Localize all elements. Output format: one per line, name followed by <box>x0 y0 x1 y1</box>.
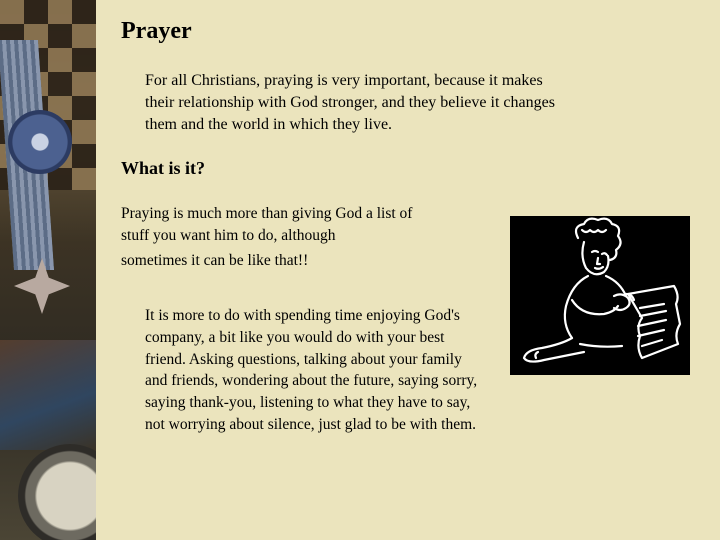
body-paragraph-2: It is more to do with spending time enjoying God's company, a bit like you would do with your best friend. Asking questions, talking about your family and friends, wondering about the future, saying sorry, saying thank-you, listening to what they have to say, not worrying about silence, just glad to be with them. <box>145 307 478 433</box>
page-title: Prayer <box>121 18 192 44</box>
rosette-decoration <box>8 110 72 174</box>
fabric-decoration <box>0 340 96 450</box>
body-paragraph-1: Praying is much more than giving God a list of stuff you want him to do, although <box>121 205 413 244</box>
section-heading: What is it? <box>121 158 206 178</box>
compass-icon <box>18 444 96 540</box>
decorative-medal-strip <box>0 0 96 540</box>
body-paragraph-1-continuation: sometimes it can be like that!! <box>121 252 309 269</box>
praying-child-drawing <box>510 216 690 375</box>
intro-paragraph: For all Christians, praying is very important, because it makes their relationship with God stronger, and they believe it changes them and the world in which they live. <box>145 72 555 133</box>
praying-child-illustration <box>510 216 690 375</box>
